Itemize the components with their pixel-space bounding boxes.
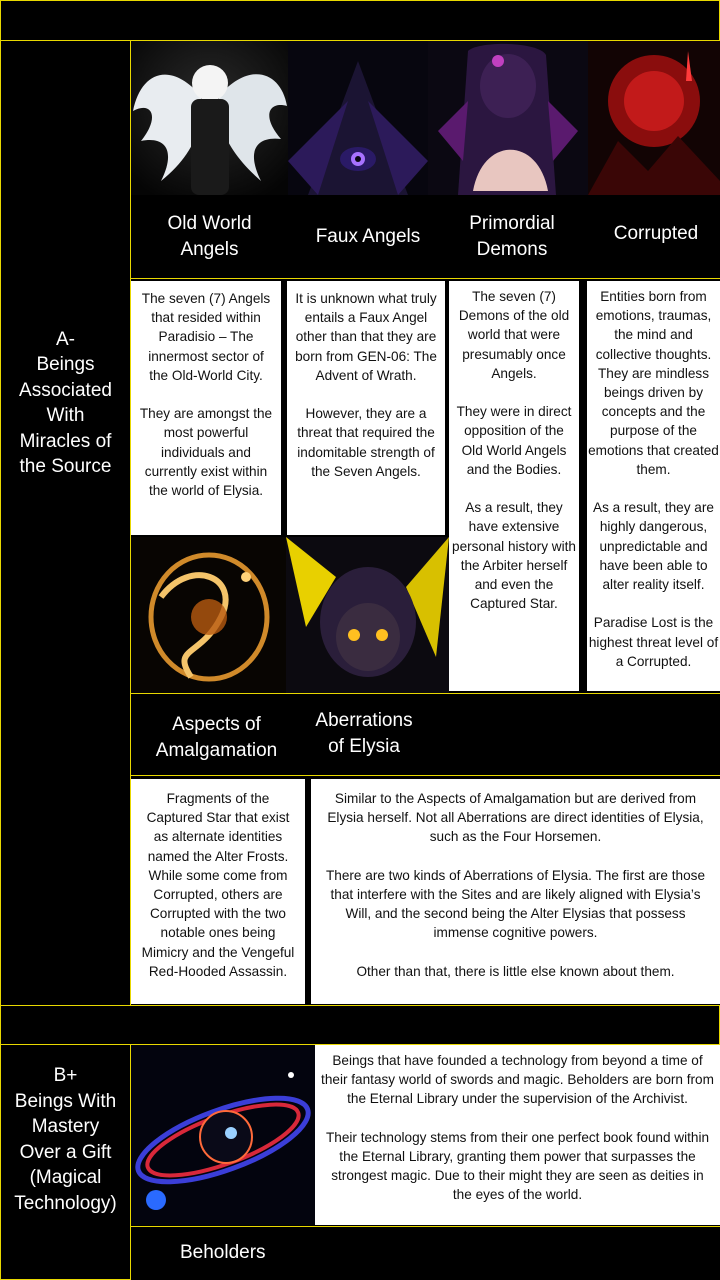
tier-a-label: A- Beings Associated With Miracles of the Source: [19, 328, 112, 477]
corrupted-portrait: [588, 41, 720, 195]
corrupted-description: Entities born from emotions, traumas, the mind and collective thoughts. They are mindless beings driven by concepts and the purpose of the emotions that created them. As a result, they are highly dangerous, unpredictable and have been able to alter reality itself. Paradise Lost is the highest threat level of a Corrupted.: [587, 281, 720, 691]
beholder-galaxy-art: [131, 1045, 315, 1225]
beholders-title: Beholders: [180, 1242, 266, 1263]
faux-angel-portrait: [288, 41, 428, 195]
aberrations-of-elysia-description: Similar to the Aspects of Amalgamation but are derived from Elysia herself. Not all Aberrations are direct identities of Elysia, such as the Four Horsemen. There are two kinds of Aberrations of Elysia. The first are those that interfere with the Sites and are likely aligned with Elysia’s Will, and the second being the Alter Elysias that possess immense cognitive powers. Other than that, there is little else known about them.: [311, 779, 720, 1004]
old-world-angels-description: The seven (7) Angels that resided within Paradisio – The innermost sector of the Old-World City. They are amongst the most powerful individuals and currently exist within the world of Elysia.: [131, 281, 281, 535]
primordial-demons-description: The seven (7) Demons of the old world that were presumably once Angels. They were in direct opposition of the Old World Angels and the Bodies. As a result, they have extensive personal history with the Arbiter herself and even the Captured Star.: [449, 281, 579, 691]
aberrations-of-elysia-title: Aberrations of Elysia: [315, 710, 413, 757]
tier-a-label-cell: [0, 40, 131, 1006]
aspects-of-amalgamation-title: Aspects of Amalgamation: [155, 714, 278, 761]
faux-angels-title: Faux Angels: [315, 226, 421, 247]
aspects-of-amalgamation-description: Fragments of the Captured Star that exist as alternate identities named the Alter Frosts. While some come from Corrupted, others are Corrupted with the two notable ones being Mimicry and the Vengeful Red-Hooded Assassin.: [131, 779, 305, 1004]
top-banner: [0, 0, 720, 41]
amalgamation-orb-art: [131, 537, 286, 693]
angel-portrait: [131, 41, 288, 195]
tier-b-label-cell: [0, 1044, 131, 1280]
demon-portrait: [428, 41, 588, 195]
tier-separator: [0, 1005, 720, 1045]
old-world-angels-title: Old World Angels: [167, 213, 252, 260]
primordial-demons-title: Primordial Demons: [469, 213, 555, 260]
corrupted-title: Corrupted: [613, 223, 699, 244]
beholders-description: Beings that have founded a technology from beyond a time of their fantasy world of swords and magic. Beholders are born from the Eternal Library under the supervision of the Archivist. Their technology stems from their one perfect book found within the Eternal Library, granting them power that surpasses the strongest magic. Due to their might they are seen as deities in the eyes of the world.: [315, 1045, 720, 1225]
aberration-portrait: [286, 537, 449, 693]
tier-b-label: B+ Beings With Mastery Over a Gift (Magical Technology): [14, 1065, 117, 1214]
faux-angels-description: It is unknown what truly entails a Faux Angel other than that they are born from GEN-06: The Advent of Wrath. However, they are a threat that required the indomitable strength of the Seven Angels.: [287, 281, 445, 535]
